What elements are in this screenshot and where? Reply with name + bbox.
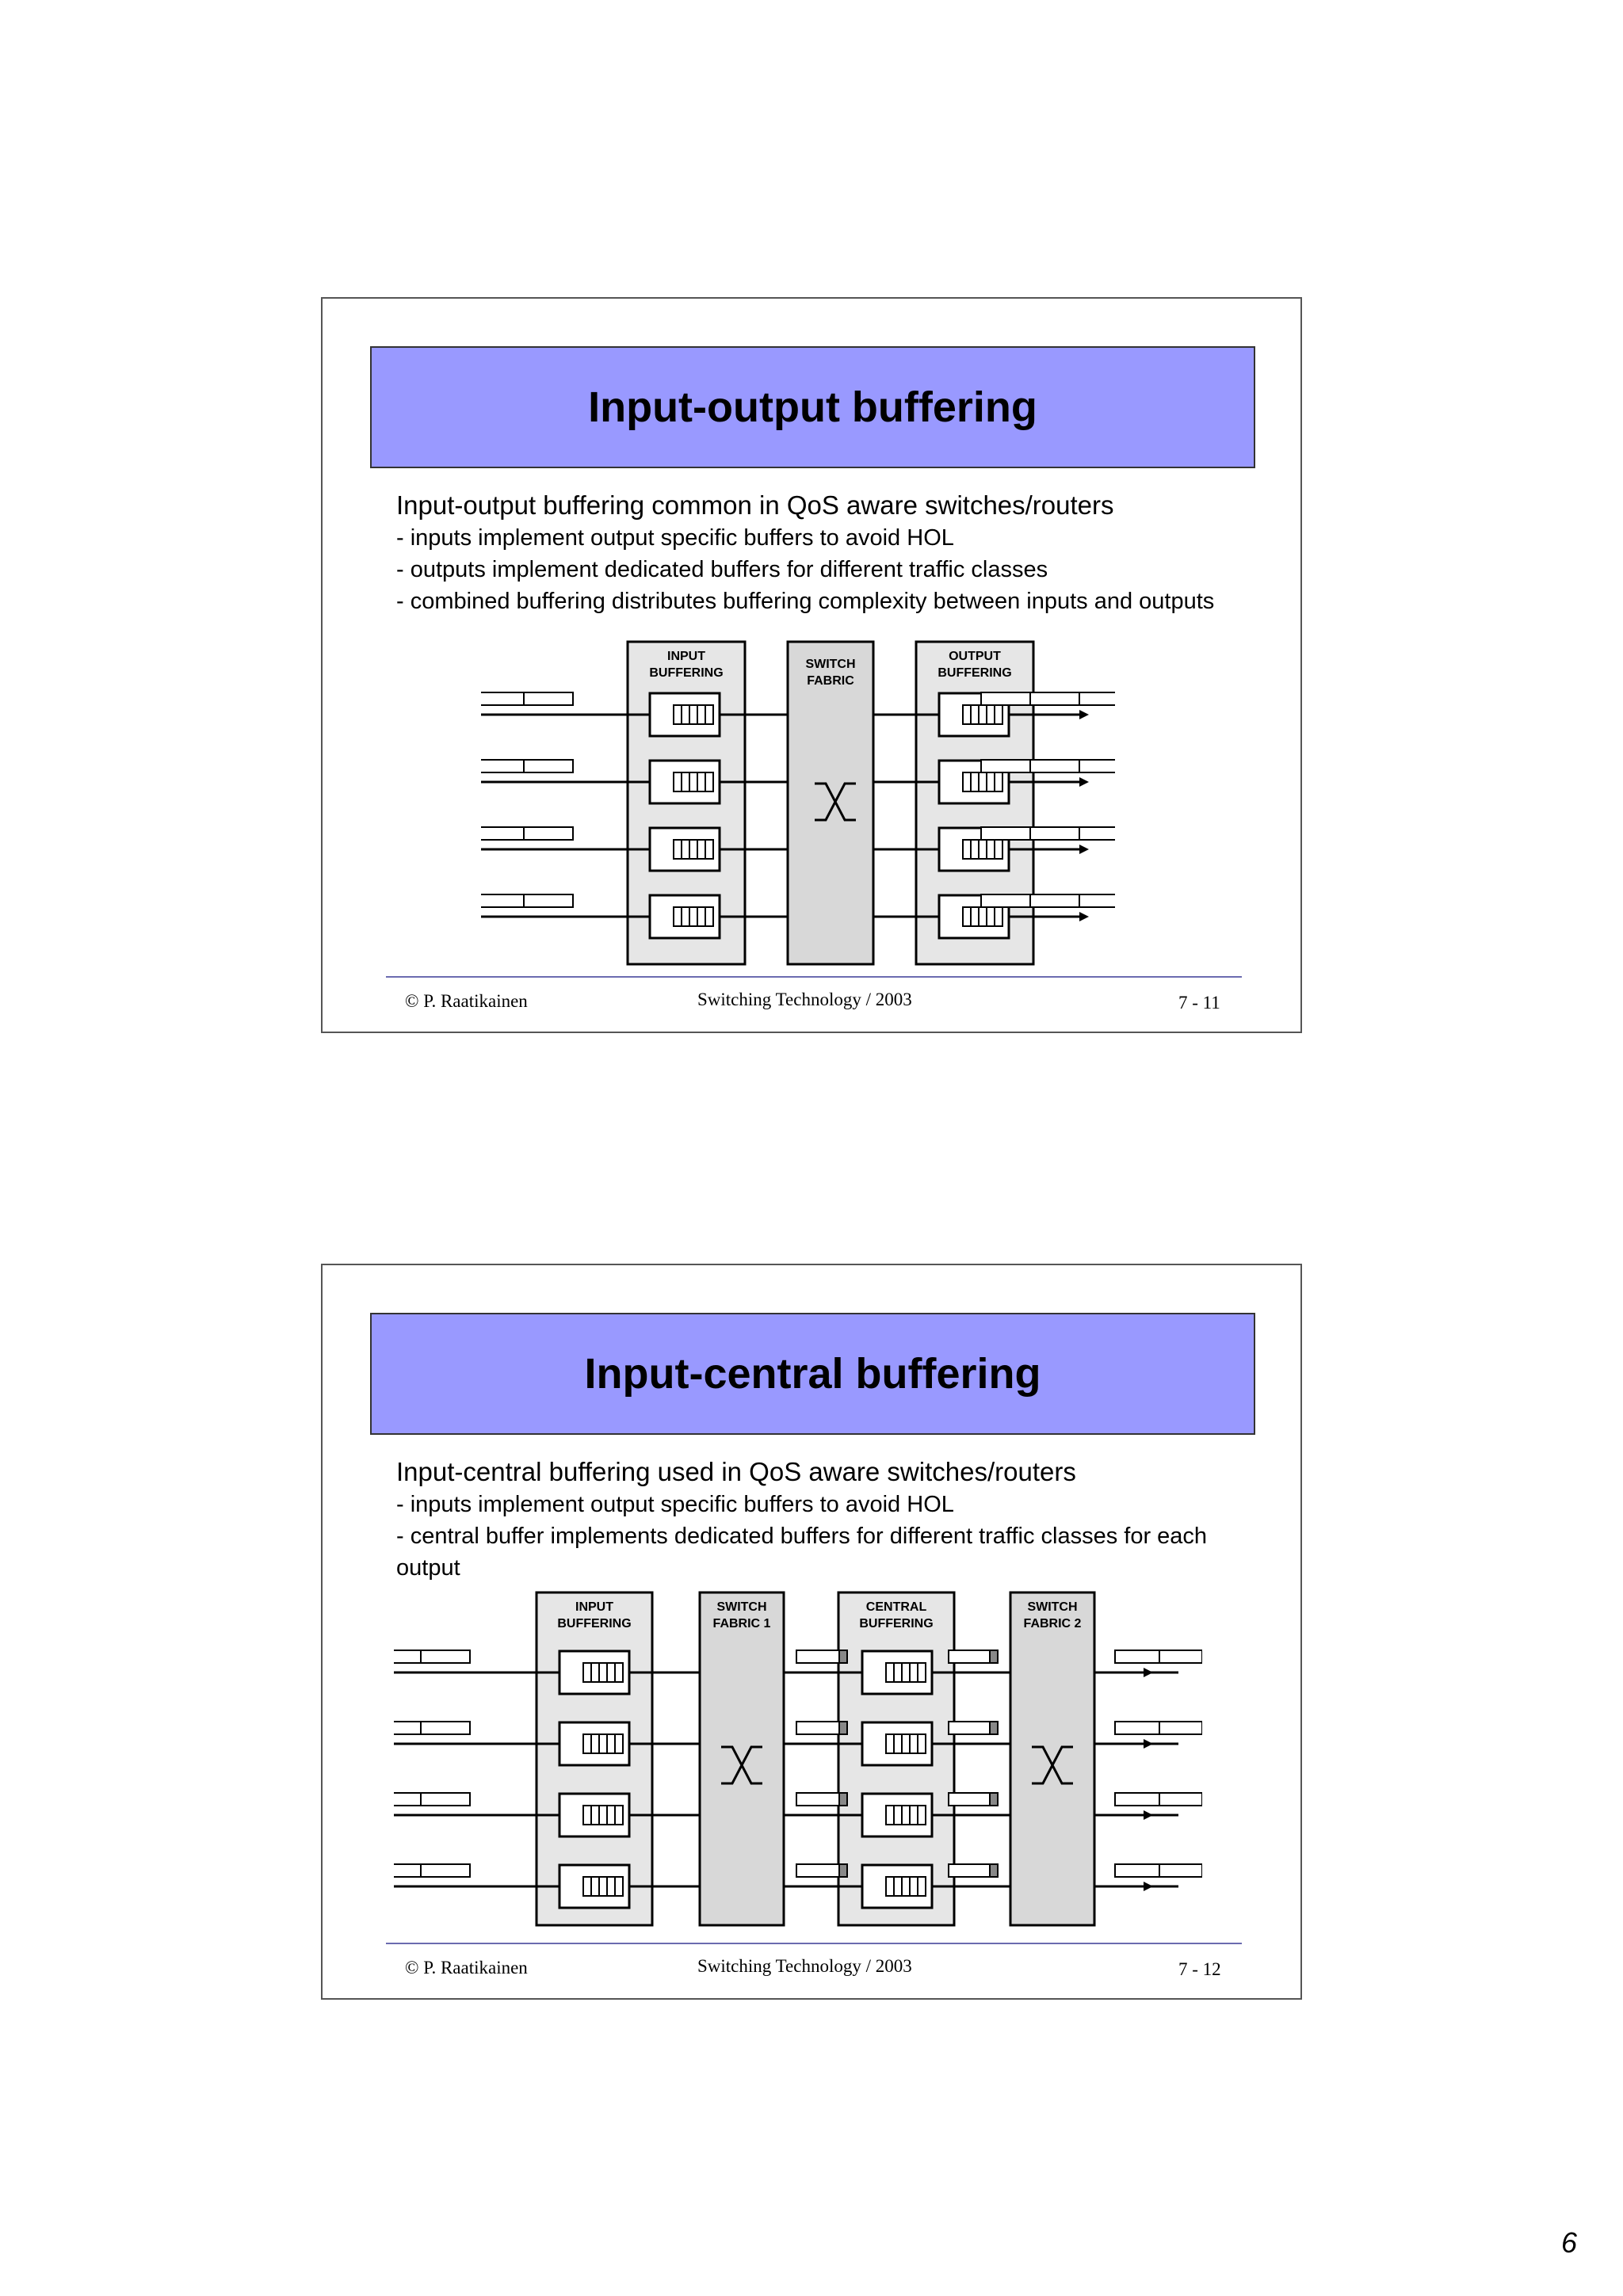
lead-text: Input-output buffering common in QoS aware switches/routers — [396, 490, 1114, 520]
switch-fabric-1-block — [700, 1592, 784, 1925]
central-in-cell — [796, 1793, 844, 1806]
queue-slots — [583, 1663, 623, 1682]
input-packet-cell — [524, 827, 573, 840]
input-packet-cell — [394, 1793, 421, 1806]
bullet-1: - inputs implement output specific buffers to avoid HOL — [396, 1492, 954, 1517]
central-in-marker — [839, 1722, 847, 1734]
output-arrow-icon — [1079, 777, 1089, 787]
output-packet-cell — [1079, 827, 1115, 840]
switch-fabric-2-block — [1010, 1592, 1094, 1925]
output-arrow-icon — [1079, 912, 1089, 921]
slide-title-bar — [370, 346, 1255, 468]
central-out-marker — [990, 1722, 998, 1734]
bullet-2: - central buffer implements dedicated buffers for different traffic classes for each output — [396, 1524, 1208, 1581]
footer-course: Switching Technology / 2003 — [697, 1956, 912, 1976]
input-packet-cell — [394, 1722, 421, 1734]
footer-slide-number: 7 - 12 — [1178, 1959, 1221, 1979]
output-packet-cell — [1159, 1650, 1202, 1663]
fabric-label-2: FABRIC — [807, 674, 854, 688]
bullet-3: - combined buffering distributes buffering complexity between inputs and outputs — [396, 589, 1215, 614]
output-packet-cell — [1115, 1650, 1159, 1663]
footer-slide-number: 7 - 11 — [1178, 993, 1220, 1013]
output-packet-cell — [981, 760, 1030, 772]
queue-slots — [886, 1734, 926, 1753]
input-label-1: INPUT — [575, 1600, 613, 1614]
slide-input-output-buffering — [321, 297, 1302, 1033]
queue-slots — [674, 705, 713, 724]
output-packet-cell — [1115, 1864, 1159, 1877]
queue-slots — [674, 907, 713, 926]
footer-course: Switching Technology / 2003 — [697, 990, 912, 1009]
central-out-marker — [990, 1864, 998, 1877]
queue-slots — [886, 1663, 926, 1682]
slide-title-bar — [370, 1313, 1255, 1435]
queue-slots — [583, 1877, 623, 1896]
output-arrow-icon — [1144, 1739, 1153, 1749]
input-packet-cell — [524, 692, 573, 705]
input-label-2: BUFFERING — [557, 1617, 632, 1630]
fabric1-label-1: SWITCH — [716, 1600, 767, 1614]
output-arrow-icon — [1079, 845, 1089, 854]
central-in-marker — [839, 1650, 847, 1663]
input-packet-cell — [421, 1650, 470, 1663]
slide-title: Input-central buffering — [584, 1350, 1041, 1398]
page-number: 6 — [1560, 2226, 1577, 2259]
input-output-diagram — [481, 639, 1115, 972]
output-packet-cell — [1079, 692, 1115, 705]
input-packet-cell — [481, 692, 524, 705]
output-packet-cell — [981, 894, 1030, 907]
output-packet-cell — [1079, 760, 1115, 772]
input-central-diagram — [394, 1590, 1202, 1931]
central-label-2: BUFFERING — [859, 1617, 934, 1630]
input-packet-cell — [421, 1793, 470, 1806]
slide-title: Input-output buffering — [588, 383, 1037, 431]
input-packet-cell — [394, 1650, 421, 1663]
output-packet-cell — [1159, 1722, 1202, 1734]
slide-body — [396, 489, 1284, 617]
central-in-cell — [796, 1650, 844, 1663]
output-arrow-icon — [1079, 710, 1089, 719]
queue-slots — [583, 1734, 623, 1753]
output-label-2: BUFFERING — [938, 666, 1012, 680]
queue-slots — [674, 772, 713, 791]
input-packet-cell — [394, 1864, 421, 1877]
queue-slots — [963, 907, 1002, 926]
input-packet-cell — [481, 894, 524, 907]
output-packet-cell — [981, 692, 1030, 705]
queue-slots — [963, 772, 1002, 791]
bullet-1: - inputs implement output specific buffers to avoid HOL — [396, 525, 954, 551]
input-packet-cell — [421, 1722, 470, 1734]
input-packet-cell — [524, 894, 573, 907]
input-packet-cell — [421, 1864, 470, 1877]
output-packet-cell — [1079, 894, 1115, 907]
footer-rule — [386, 1943, 1242, 1944]
slide-body — [396, 1455, 1220, 1584]
fabric2-label-1: SWITCH — [1027, 1600, 1078, 1614]
bullet-2: - outputs implement dedicated buffers for different traffic classes — [396, 557, 1048, 582]
fabric-label-1: SWITCH — [805, 658, 856, 671]
queue-slots — [963, 840, 1002, 859]
output-packet-cell — [1115, 1722, 1159, 1734]
output-arrow-icon — [1144, 1668, 1153, 1677]
output-packet-cell — [981, 827, 1030, 840]
central-in-marker — [839, 1864, 847, 1877]
output-packet-cell — [1159, 1793, 1202, 1806]
central-in-marker — [839, 1793, 847, 1806]
queue-slots — [886, 1877, 926, 1896]
output-label-1: OUTPUT — [949, 650, 1001, 663]
output-packet-cell — [1115, 1793, 1159, 1806]
central-in-cell — [796, 1722, 844, 1734]
output-packet-cell — [1030, 760, 1079, 772]
switch-fabric-block — [788, 642, 873, 964]
central-out-marker — [990, 1650, 998, 1663]
queue-slots — [674, 840, 713, 859]
footer-author: © P. Raatikainen — [405, 991, 528, 1011]
output-packet-cell — [1030, 692, 1079, 705]
input-packet-cell — [481, 760, 524, 772]
footer-rule — [386, 976, 1242, 978]
central-in-cell — [796, 1864, 844, 1877]
output-packet-cell — [1159, 1864, 1202, 1877]
queue-slots — [583, 1806, 623, 1825]
fabric1-label-2: FABRIC 1 — [712, 1617, 771, 1630]
slide-input-central-buffering — [321, 1264, 1302, 2000]
footer-author: © P. Raatikainen — [405, 1958, 528, 1978]
input-label-1: INPUT — [667, 650, 705, 663]
output-packet-cell — [1030, 894, 1079, 907]
input-packet-cell — [524, 760, 573, 772]
fabric2-label-2: FABRIC 2 — [1023, 1617, 1082, 1630]
central-out-marker — [990, 1793, 998, 1806]
input-label-2: BUFFERING — [649, 666, 724, 680]
central-label-1: CENTRAL — [865, 1600, 927, 1614]
input-packet-cell — [481, 827, 524, 840]
queue-slots — [886, 1806, 926, 1825]
output-arrow-icon — [1144, 1810, 1153, 1820]
queue-slots — [963, 705, 1002, 724]
output-packet-cell — [1030, 827, 1079, 840]
output-arrow-icon — [1144, 1882, 1153, 1891]
lead-text: Input-central buffering used in QoS aware switches/routers — [396, 1457, 1076, 1486]
